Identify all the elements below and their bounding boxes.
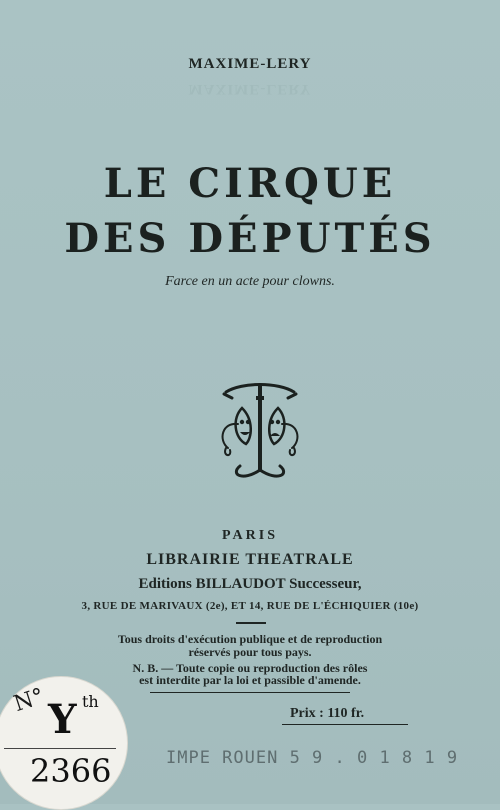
- shelfmark-number: 2366: [30, 752, 112, 790]
- theatre-emblem-icon: [212, 378, 308, 486]
- subtitle: Farce en un acte pour clowns.: [165, 274, 335, 289]
- divider-long: [150, 692, 350, 693]
- divider-short: [236, 622, 266, 624]
- printer-imprint: IMPE ROUEN 5 9 . 0 1 8 1 9: [166, 748, 459, 768]
- author-name: MAXIME-LERY: [188, 56, 312, 72]
- author-show-through: MAXIME-LERY: [188, 81, 312, 97]
- rights-line-2: réservés pour tous pays.: [188, 645, 312, 659]
- price-label: Prix : 110 fr.: [290, 706, 365, 721]
- publisher-city: PARIS: [222, 528, 278, 543]
- publisher-name: LIBRAIRIE THEATRALE: [146, 551, 354, 568]
- title-line-2: DES DÉPUTÉS: [64, 215, 436, 262]
- publisher-address: 3, RUE DE MARIVAUX (2e), ET 14, RUE DE L'ÉCHIQUIER (10e): [81, 600, 419, 612]
- shelfmark-prefix: N°: [10, 683, 48, 718]
- price-underline: [282, 724, 408, 725]
- rights-line-1: Tous droits d'exécution publique et de reproduction: [117, 632, 383, 646]
- nb-line-2: est interdite par la loi et passible d'amende.: [139, 673, 361, 687]
- shelfmark-divider: [4, 748, 116, 749]
- publisher-editions: Editions BILLAUDOT Successeur,: [138, 576, 362, 592]
- title-line-1: LE CIRQUE: [103, 160, 397, 207]
- shelfmark-letter: Y: [48, 696, 77, 743]
- rights-notice: [0, 633, 500, 659]
- nb-line-1: N. B. — Toute copie ou reproduction des rôles: [132, 661, 368, 675]
- shelfmark-superscript: th: [82, 692, 99, 711]
